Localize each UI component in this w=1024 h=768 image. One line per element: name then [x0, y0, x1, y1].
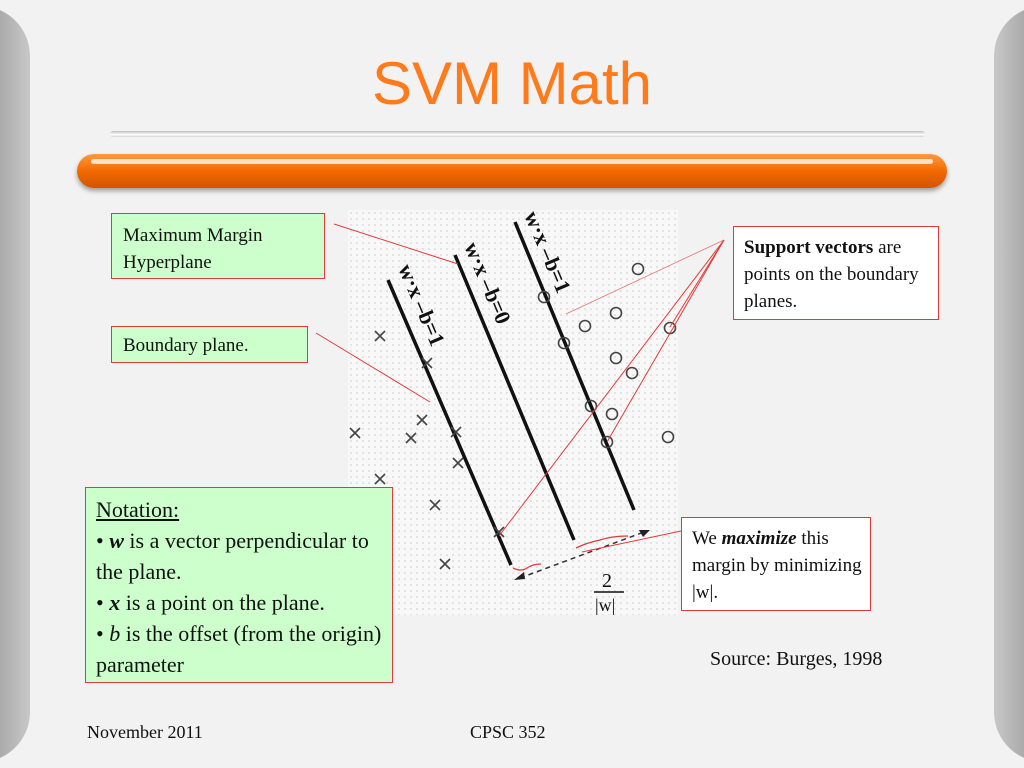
callout-boundary-plane: Boundary plane. — [111, 326, 308, 363]
connector-support-vector-1 — [499, 240, 724, 536]
symbol-b: b — [109, 621, 121, 646]
callout-max-margin-hyperplane: Maximum Margin Hyperplane — [111, 213, 325, 279]
footer-date: November 2011 — [87, 722, 203, 742]
notation-heading: Notation: — [96, 497, 180, 522]
connector-support-vector-3 — [607, 240, 724, 442]
connector-max-margin — [334, 224, 458, 264]
notation-box — [85, 487, 393, 683]
callout-support-vectors — [733, 226, 939, 320]
slide-title: SVM Math — [371, 50, 653, 117]
maximize-post: this margin by minimizing |w|. — [692, 528, 862, 603]
connector-support-vector-2 — [566, 240, 724, 314]
support-vectors-text: are points on the boundary planes. — [744, 237, 919, 312]
plane-label-lower: w·x –b=1 — [393, 260, 451, 350]
plane-label-middle: w·x –b=0 — [459, 238, 517, 328]
notation-item-x: • x is a point on the plane. — [96, 590, 325, 615]
connector-boundary-plane — [316, 333, 430, 402]
symbol-x: x — [109, 590, 121, 615]
notation-item-b: • b is the offset (from the origin) parameter — [96, 621, 382, 677]
footer-course: CPSC 352 — [470, 722, 546, 742]
plane-label-upper: w·x –b=1 — [519, 210, 577, 297]
margin-fraction-numerator: 2 — [602, 570, 612, 592]
margin-fraction-denominator: |w| — [595, 595, 616, 615]
symbol-w: w — [109, 528, 124, 553]
support-vectors-term: Support vectors — [744, 237, 874, 258]
callout-maximize-margin — [681, 517, 871, 611]
notation-item-w: • w is a vector perpendicular to the plane. — [96, 528, 369, 584]
connector-maximize — [582, 531, 681, 552]
maximize-pre: We — [692, 528, 722, 549]
source-citation: Source: Burges, 1998 — [710, 648, 883, 670]
maximize-emphasis: maximize — [721, 528, 797, 549]
